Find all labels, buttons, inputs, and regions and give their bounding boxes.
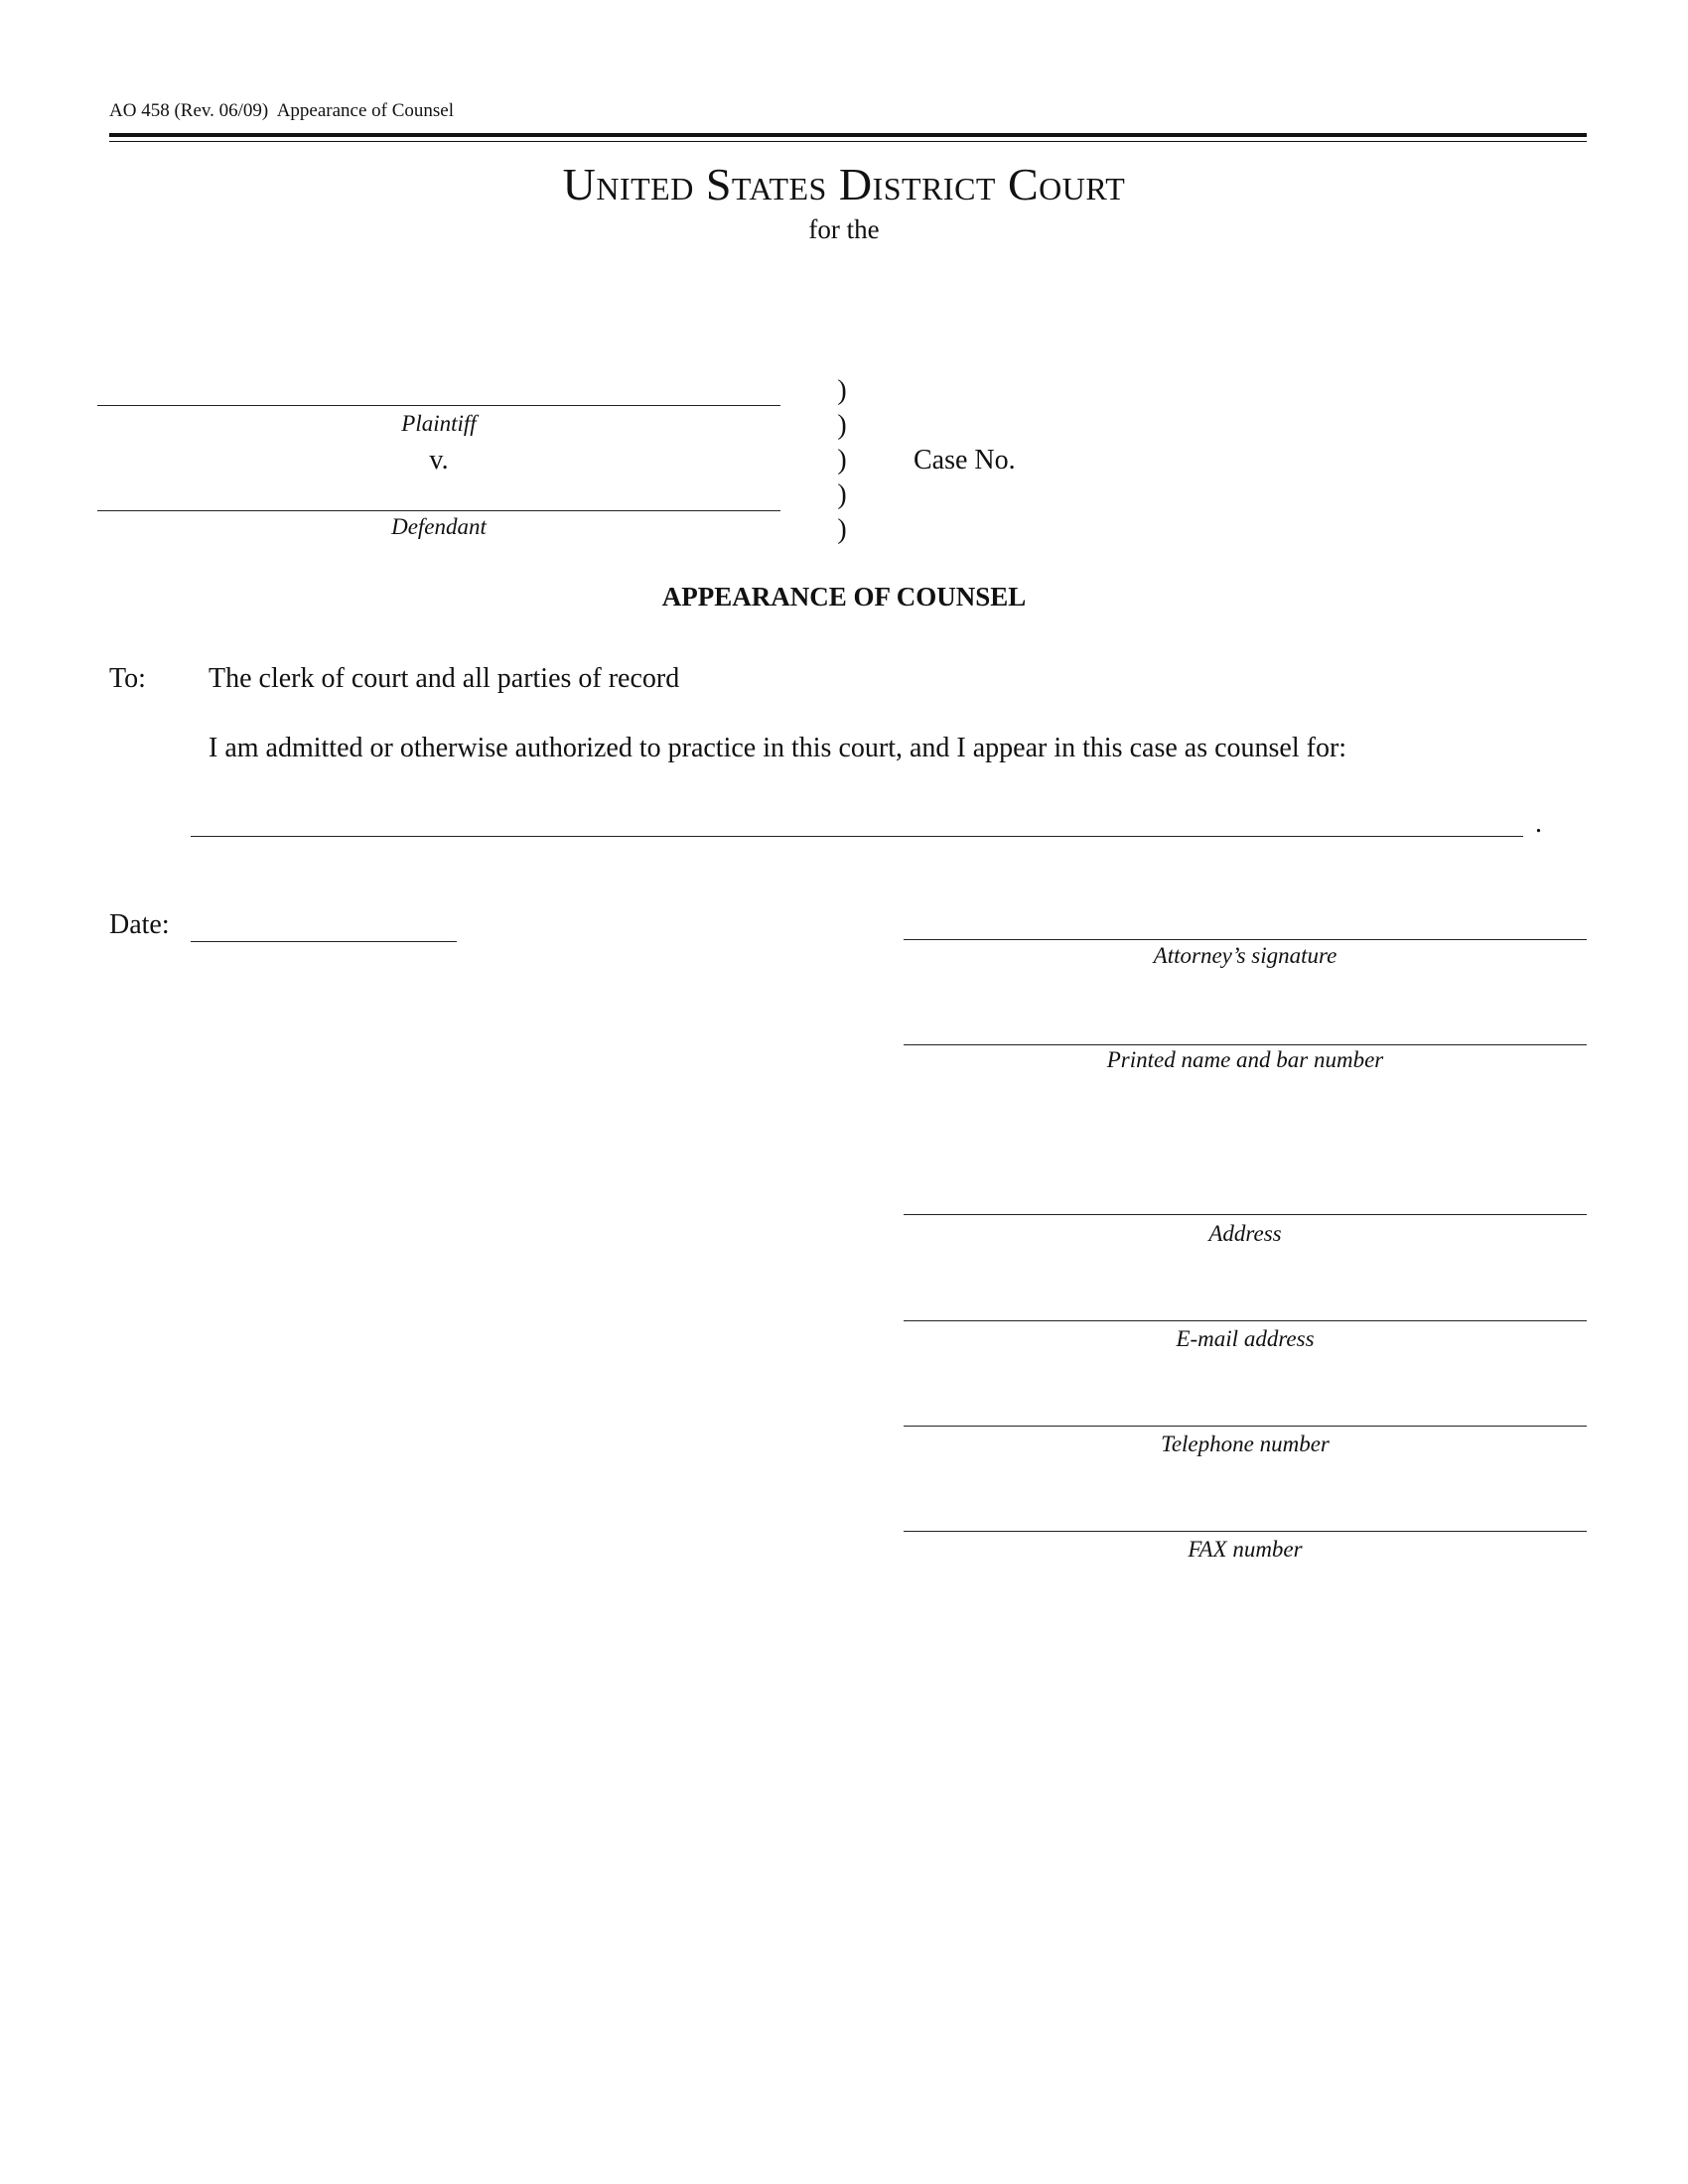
attorney-signature-label: Attorney’s signature: [1153, 943, 1337, 968]
defendant-field[interactable]: [97, 510, 780, 511]
to-recipients: The clerk of court and all parties of record: [209, 663, 680, 694]
to-label: To:: [109, 663, 146, 694]
date-field[interactable]: [191, 941, 457, 942]
case-number-label: Case No.: [914, 445, 1016, 476]
caption-paren: ): [837, 514, 847, 545]
fax-label: FAX number: [1188, 1537, 1303, 1562]
printed-name-field[interactable]: [904, 1044, 1587, 1045]
counsel-for-field[interactable]: [191, 836, 1523, 837]
appearance-statement: I am admitted or otherwise authorized to practice in this court, and I appear in this case as counsel for:: [209, 733, 1347, 763]
date-label: Date:: [109, 909, 170, 940]
caption-paren: ): [837, 410, 847, 441]
telephone-label: Telephone number: [1161, 1432, 1330, 1456]
printed-name-label: Printed name and bar number: [1106, 1047, 1384, 1072]
email-label: E-mail address: [1176, 1326, 1315, 1351]
address-field[interactable]: [904, 1214, 1587, 1215]
court-subtitle: for the: [808, 214, 880, 244]
address-label: Address: [1208, 1221, 1282, 1246]
header-rule-thick: [109, 133, 1587, 137]
caption-paren: ): [837, 445, 847, 476]
defendant-label: Defendant: [391, 514, 487, 539]
versus-label: v.: [429, 445, 449, 476]
counsel-for-period: .: [1535, 808, 1542, 839]
fax-field[interactable]: [904, 1531, 1587, 1532]
plaintiff-field[interactable]: [97, 405, 780, 406]
telephone-field[interactable]: [904, 1426, 1587, 1427]
caption-paren: ): [837, 375, 847, 406]
attorney-signature-field[interactable]: [904, 939, 1587, 940]
document-title: APPEARANCE OF COUNSEL: [661, 582, 1027, 612]
case-number-field[interactable]: [1033, 441, 1430, 477]
court-title: United States District Court: [562, 159, 1126, 209]
caption-paren: ): [837, 479, 847, 510]
plaintiff-label: Plaintiff: [401, 411, 477, 436]
email-field[interactable]: [904, 1320, 1587, 1321]
form-identifier: AO 458 (Rev. 06/09) Appearance of Counsel: [109, 100, 455, 121]
header-rule-thin: [109, 141, 1587, 142]
